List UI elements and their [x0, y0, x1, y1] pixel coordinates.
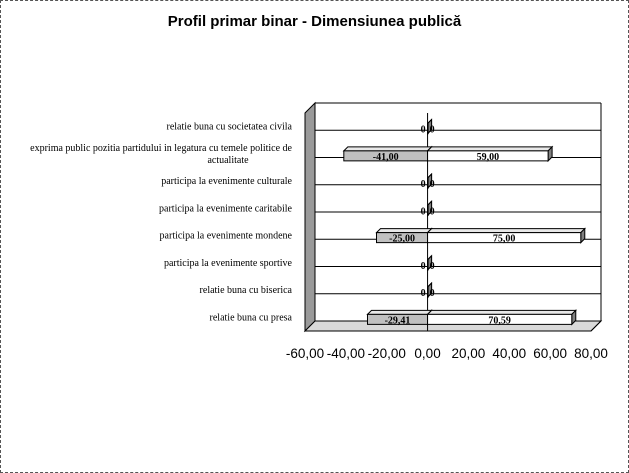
x-tick-label: 0,00 — [414, 346, 441, 361]
data-label-negative: -29,41 — [384, 315, 411, 327]
category-label: participa la evenimente sportive — [163, 257, 292, 269]
bar-positive — [428, 178, 429, 188]
category-label: participa la evenimente caritabile — [159, 203, 292, 215]
data-label-negative: -41,00 — [372, 151, 399, 163]
plot-side-wall — [305, 103, 315, 331]
bar-negative-top — [377, 229, 432, 233]
data-label-positive: 0 — [429, 124, 435, 136]
bar-positive — [428, 260, 429, 270]
data-label-negative: 0 — [420, 260, 426, 272]
bar-positive-top — [428, 147, 553, 151]
chart-title: Profil primar binar - Dimensiunea publică — [167, 13, 462, 30]
bar-positive — [428, 287, 429, 297]
data-label-positive: 75,00 — [492, 233, 516, 245]
category-label: relatie buna cu biserica — [199, 285, 292, 297]
x-tick-label: 20,00 — [451, 346, 486, 361]
data-label-negative: -25,00 — [389, 233, 415, 245]
data-label-positive: 70,59 — [488, 315, 511, 327]
data-label-positive: 0 — [429, 288, 435, 300]
category-label: participa la evenimente culturale — [161, 176, 292, 188]
data-label-positive: 59,00 — [476, 151, 500, 163]
x-tick-label: -60,00 — [285, 346, 325, 361]
data-label-positive: 0 — [429, 179, 435, 191]
data-label-positive: 0 — [429, 260, 435, 272]
x-tick-label: 40,00 — [492, 346, 527, 361]
data-label-negative: 0 — [420, 206, 426, 218]
bar-positive — [428, 124, 429, 134]
category-label: participa la evenimente mondene — [159, 230, 292, 242]
x-tick-label: 80,00 — [574, 346, 608, 361]
data-label-negative: 0 — [420, 124, 426, 136]
x-tick-label: -40,00 — [326, 346, 365, 361]
category-label: relatie buna cu presa — [209, 312, 292, 324]
data-label-negative: 0 — [420, 288, 426, 300]
bar-negative-top — [367, 310, 431, 314]
category-label: relatie buna cu societatea civila — [166, 121, 292, 133]
data-label-positive: 0 — [429, 206, 435, 218]
bar-positive — [428, 205, 429, 215]
bar-positive-top — [428, 229, 585, 233]
x-tick-label: -20,00 — [367, 346, 406, 361]
category-label: exprima public pozitia partidului in legatura cu temele politice de actualitate — [30, 142, 292, 166]
x-tick-label: 60,00 — [533, 346, 568, 361]
bar-positive-top — [428, 310, 576, 314]
bar-negative-top — [344, 147, 432, 151]
data-label-negative: 0 — [420, 179, 426, 191]
